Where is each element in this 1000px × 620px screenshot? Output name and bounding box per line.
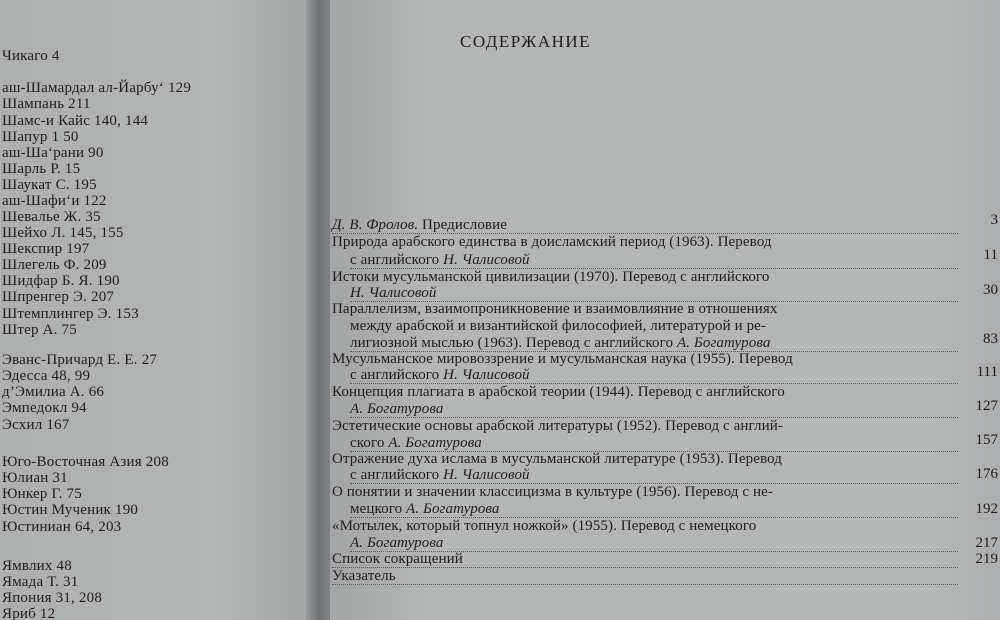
toc-text: Мусульманское мировоззрение и мусульманская наука (1955). Перевод bbox=[332, 351, 793, 367]
toc-text: ского bbox=[350, 435, 389, 451]
toc-author-name: Н. Чалисовой bbox=[443, 467, 530, 483]
toc-author-name: А. Богатурова bbox=[388, 435, 482, 451]
toc-text: мецкого bbox=[350, 501, 407, 517]
index-entry: Юлиан 31 bbox=[2, 470, 68, 486]
toc-author-name: Н. Чалисовой bbox=[443, 367, 530, 383]
toc-page-number: 3 bbox=[990, 212, 998, 228]
index-entry: Штемплингер Э. 153 bbox=[2, 306, 139, 322]
index-entry: Шидфар Б. Я. 190 bbox=[2, 273, 120, 289]
toc-page-number: 83 bbox=[983, 331, 998, 347]
toc-page-number: 192 bbox=[975, 501, 998, 517]
toc-entry-line bbox=[332, 483, 773, 501]
index-entry: Шампань 211 bbox=[2, 96, 91, 112]
index-entry: Шпренгер Э. 207 bbox=[2, 289, 115, 305]
toc-entry-line bbox=[350, 466, 530, 484]
index-entry: Эдесса 48, 99 bbox=[2, 368, 91, 384]
toc-entry-line bbox=[350, 500, 500, 518]
toc-text: Отражение духа ислама в мусульманской литературе (1953). Перевод bbox=[332, 451, 782, 467]
toc-entry-line bbox=[332, 567, 396, 585]
index-entry: Шарль Р. 15 bbox=[2, 161, 81, 177]
toc-text: с английского bbox=[350, 367, 444, 383]
toc-text: «Мотылек, который топнул ножкой» (1955). Перевод с немецкого bbox=[332, 518, 757, 534]
index-entry: Шейхо Л. 145, 155 bbox=[2, 225, 124, 241]
index-entry: аш-Шамардал ал-Йарбу‘ 129 bbox=[2, 80, 192, 96]
toc-entry-line bbox=[332, 417, 783, 435]
toc-text: Эстетические основы арабской литературы (1952). Перевод с англий- bbox=[332, 418, 783, 434]
toc-text: с английского bbox=[350, 252, 444, 268]
index-entry: Чикаго 4 bbox=[2, 48, 60, 64]
toc-page-number: 111 bbox=[976, 364, 998, 380]
dot-leader bbox=[332, 567, 958, 568]
toc-author-name: А. Богатурова bbox=[406, 501, 500, 517]
toc-text: Предисловие bbox=[418, 217, 507, 233]
toc-page-number: 127 bbox=[975, 398, 998, 414]
index-entry: Шапур 1 50 bbox=[2, 129, 79, 145]
toc-page-number: 219 bbox=[975, 551, 998, 567]
toc-entry-line bbox=[332, 383, 785, 401]
toc-text: с английского bbox=[350, 467, 444, 483]
toc-author-name: А. Богатурова bbox=[350, 401, 444, 417]
left-page-index bbox=[0, 0, 310, 620]
toc-entry-line bbox=[332, 300, 778, 318]
index-entry: Юго-Восточная Азия 208 bbox=[2, 454, 169, 470]
toc-author-name: А. Богатурова bbox=[350, 535, 444, 551]
toc-page-number: 30 bbox=[983, 282, 998, 298]
toc-entry-line bbox=[332, 216, 507, 234]
toc-entry-line bbox=[350, 400, 444, 418]
toc-text: между арабской и византийской философией, литературой и ре- bbox=[350, 318, 767, 334]
toc-page-number: 157 bbox=[975, 432, 998, 448]
toc-entry-line bbox=[332, 233, 772, 251]
toc-text: лигиозной мыслью (1963). Перевод с английского bbox=[350, 335, 677, 351]
toc-author-name: Н. Чалисовой bbox=[443, 252, 530, 268]
index-entry: д’Эмилиа А. 66 bbox=[2, 384, 105, 400]
toc-entry-line bbox=[350, 366, 530, 384]
toc-entry-line bbox=[350, 317, 766, 335]
toc-text: Истоки мусульманской цивилизации (1970). Перевод с английского bbox=[332, 269, 770, 285]
toc-entry-line bbox=[350, 251, 530, 269]
toc-text: Параллелизм, взаимопроникновение и взаимовлияние в отношениях bbox=[332, 301, 778, 317]
index-entry: Юстиниан 64, 203 bbox=[2, 519, 122, 535]
toc-text: Указатель bbox=[332, 568, 396, 584]
toc-page-number: 11 bbox=[983, 247, 998, 263]
index-entry: Ямада Т. 31 bbox=[2, 574, 79, 590]
index-entry: Шаукат С. 195 bbox=[2, 177, 97, 193]
right-page-contents bbox=[330, 0, 1000, 620]
index-entry: Шамс-и Кайс 140, 144 bbox=[2, 113, 149, 129]
toc-text: Концепция плагиата в арабской теории (1944). Перевод с английского bbox=[332, 384, 785, 400]
index-entry: Яриб 12 bbox=[2, 606, 56, 620]
toc-entry-line bbox=[332, 550, 463, 568]
toc-entry-line bbox=[332, 517, 756, 535]
toc-text: Природа арабского единства в доисламский период (1963). Перевод bbox=[332, 234, 772, 250]
index-entry: Юнкер Г. 75 bbox=[2, 486, 82, 502]
toc-text: О понятии и значении классицизма в культуре (1956). Перевод с не- bbox=[332, 484, 773, 500]
toc-page-number: 217 bbox=[975, 535, 998, 551]
contents-title: СОДЕРЖАНИЕ bbox=[460, 32, 592, 51]
index-entry: аш-Шафи‘и 122 bbox=[2, 193, 107, 209]
index-entry: Шевалье Ж. 35 bbox=[2, 209, 101, 225]
index-entry: Штер А. 75 bbox=[2, 322, 77, 338]
toc-page-number: 176 bbox=[975, 466, 998, 482]
index-entry: Эмпедокл 94 bbox=[2, 400, 87, 416]
index-entry: Юстин Мученик 190 bbox=[2, 502, 139, 518]
toc-author-name: Д. В. Фролов. bbox=[332, 217, 419, 233]
dot-leader bbox=[332, 584, 958, 585]
index-entry: Шекспир 197 bbox=[2, 241, 90, 257]
index-entry: Эсхил 167 bbox=[2, 417, 70, 433]
toc-author-name: А. Богатурова bbox=[676, 335, 771, 351]
index-entry: Ямвлих 48 bbox=[2, 558, 72, 574]
index-entry: Япония 31, 208 bbox=[2, 590, 103, 606]
toc-author-name: Н. Чалисовой bbox=[350, 285, 437, 301]
toc-text: Список сокращений bbox=[332, 551, 463, 567]
index-entry: Шлегель Ф. 209 bbox=[2, 257, 107, 273]
index-entry: Эванс-Причард Е. Е. 27 bbox=[2, 352, 158, 368]
index-entry: аш-Ша‘рани 90 bbox=[2, 145, 104, 161]
